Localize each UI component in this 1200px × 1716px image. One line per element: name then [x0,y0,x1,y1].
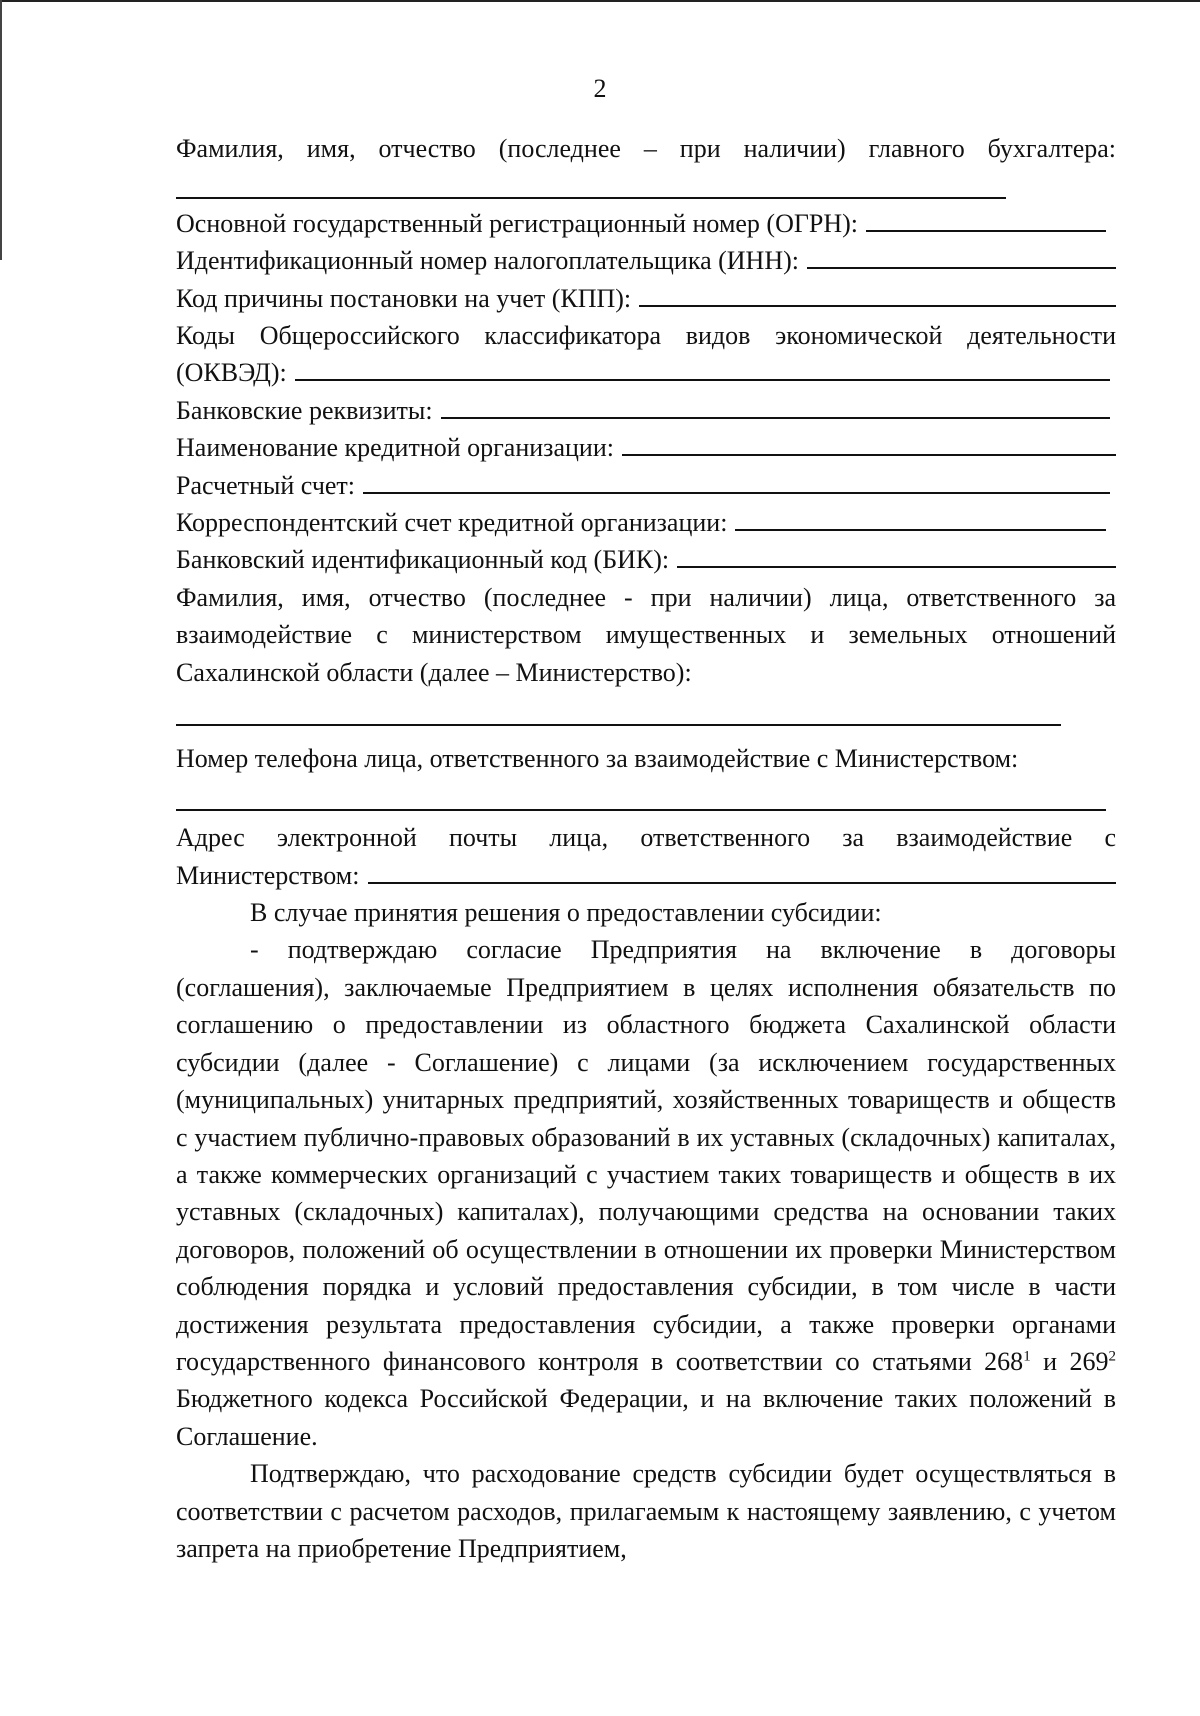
ogrn-row [176,205,1116,242]
bank-name-field[interactable] [622,430,1116,456]
responsible-person-line3: Сахалинской области (далее – Министерство): [176,657,692,687]
okved-label-line1: Коды Общероссийского классификатора видов экономической деятельности [176,321,1116,351]
email-label-line2: Министерством: [176,860,360,890]
phone-field[interactable] [176,780,1116,817]
responsible-person-underline [176,724,1061,726]
superscript-2: 2 [1108,1348,1116,1365]
phone-underline [176,809,1106,811]
superscript-1: 1 [1023,1348,1031,1365]
responsible-person-line1: Фамилия, имя, отчество (последнее - при наличии) лица, ответственного за [176,582,1116,612]
consent-text-part3: Бюджетного кодекса Российской Федерации, и на включение таких положений в Соглашение. [176,1384,1116,1451]
kpp-label: Код причины постановки на учет (КПП): [176,283,632,313]
bank-name-row [176,429,1116,466]
current-account-field[interactable] [363,468,1110,494]
bik-label: Банковский идентификационный код (БИК): [176,545,670,575]
okved-label-line2: (ОКВЭД): [176,358,287,388]
inn-field[interactable] [807,243,1116,269]
responsible-person-line2: взаимодействие с министерством имущественных и земельных отношений [176,620,1116,650]
email-row [176,857,1116,894]
ogrn-label: Основной государственный регистрационный номер (ОГРН): [176,208,859,238]
bank-name-label: Наименование кредитной организации: [176,433,614,463]
email-label-line1: Адрес электронной почты лица, ответственного за взаимодействие с [176,823,1116,853]
bank-details-row [176,392,1116,429]
decision-intro: В случае принятия решения о предоставлении субсидии: [250,898,882,928]
bank-details-field[interactable] [441,393,1110,419]
okved-field[interactable] [295,355,1110,381]
consent-text-part2: и 269 [1030,1346,1109,1376]
email-field[interactable] [368,858,1117,884]
spacer [176,732,1116,740]
form-content [176,130,1116,1567]
page-number: 2 [593,74,607,103]
chief-accountant-field[interactable] [176,167,1116,204]
corr-account-field[interactable] [735,505,1106,531]
corr-account-row [176,504,1116,541]
kpp-field[interactable] [639,281,1116,307]
okved-row [176,354,1116,391]
chief-accountant-label: Фамилия, имя, отчество (последнее – при наличии) главного бухгалтера: [176,134,1116,163]
current-account-label: Расчетный счет: [176,470,356,500]
corr-account-label: Корреспондентский счет кредитной организации: [176,508,728,538]
ogrn-field[interactable] [866,206,1106,232]
inn-label: Идентификационный номер налогоплательщика (ИНН): [176,246,799,276]
chief-accountant-underline [176,197,1006,199]
bik-row [176,541,1116,578]
page-left-edge [0,0,2,260]
inn-row [176,242,1116,279]
confirm-paragraph: Подтверждаю, что расходование средств субсидии будет осуществляться в соответствии с расчетом расходов, прилагаемым к настоящему заявлению, с учетом запрета на приобретение Предприятием, [176,1459,1116,1563]
current-account-row [176,467,1116,504]
bank-details-label: Банковские реквизиты: [176,395,433,425]
page-top-edge [0,0,1200,2]
bik-field[interactable] [677,542,1116,568]
kpp-row [176,280,1116,317]
consent-text-part1: - подтверждаю согласие Предприятия на включение в договоры (соглашения), заключаемые Предприятием в целях исполнения обязательств по соглашению о предоставлении из областного бюджета Сахалинской области субсидии (далее - Соглашение) с лицами (за исключением государственных (муниципальных) унитарных предприятий, хозяйственных товариществ и обществ с участием публично-правовых образований в их уставных (складочных) капиталах, а также коммерческих организаций с участием таких товариществ и обществ в их уставных (складочных) капиталах), получающими средства на основании таких договоров, положений об осуществлении в отношении их проверки Министерством соблюдения порядка и условий предоставления субсидии, в том числе в части достижения результата предоставления субсидии, а также проверки органами государственного финансового контроля в соответствии со статьями 268 [176,935,1116,1376]
consent-paragraph [176,931,1116,1455]
responsible-person-field[interactable] [176,695,1116,732]
phone-label: Номер телефона лица, ответственного за взаимодействие с Министерством: [176,744,1019,774]
